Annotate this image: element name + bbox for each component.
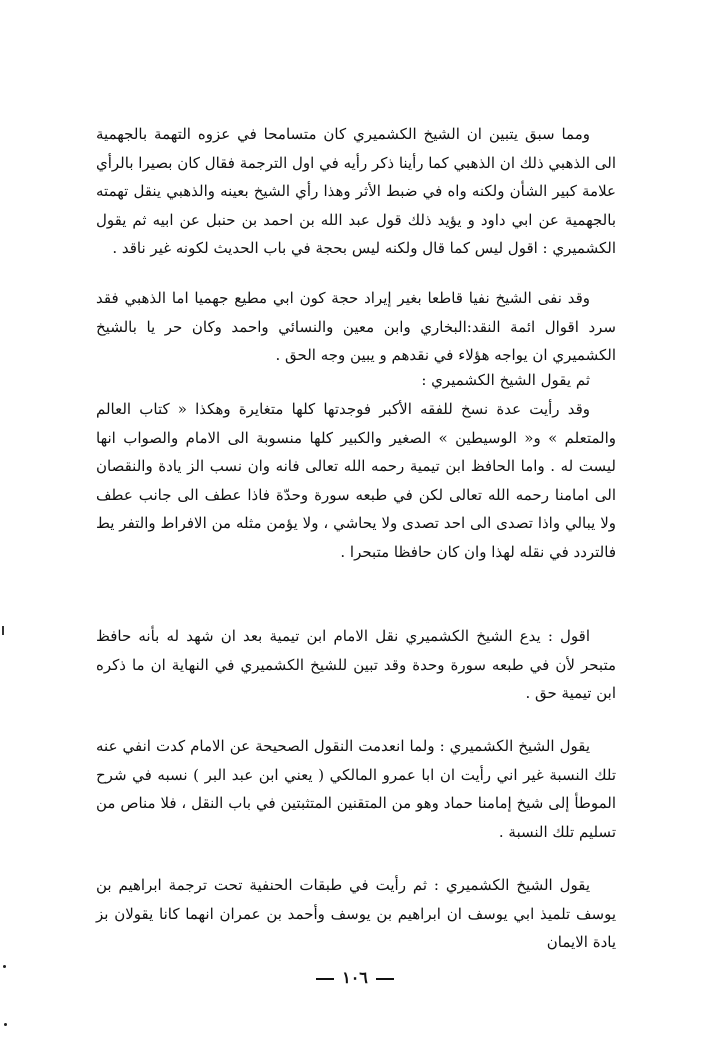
paragraph-1: ومما سبق يتبين ان الشيخ الكشميري كان متسامحا في عزوه التهمة بالجهمية الى الذهبي ذلك ان الذهبي كما رأينا ذكر رأيه في اول الترجمة فقال كان بصيرا بالرأي علامة كبير الشأن ولكنه واه في ضبط الأثر وهذا رأي الشيخ بعينه والذهبي ينقل تهمته بالجهمية عن ابي داود و يؤيد ذلك قول عبد الله بن احمد بن حنبل عن ابيه ثم يقول الكشميري : اقول ليس كما قال ولكنه ليس بحجة في باب الحديث لكونه غير ناقد . (96, 125, 616, 257)
paragraph-2: وقد نفى الشيخ نفيا قاطعا بغير إيراد حجة كون ابي مطيع جهميا اما الذهبي فقد سرد اقوال ائمة النقد:البخاري وابن معين والنسائي واحمد وكان حر يا بالشيخ الكشميري ان يواجه هؤلاء في نقدهم و يبين وجه الحق . (96, 289, 616, 364)
footer-dash-left (376, 978, 394, 980)
scan-speck (4, 1023, 7, 1026)
paragraph-3: اقول : يدع الشيخ الكشميري نقل الامام ابن تيمية بعد ان شهد له بأنه حافظ متبحر لأن في طبعه سورة وحدة وقد تبين للشيخ الكشميري في النهاية ان ما ذكره ابن تيمية حق . (96, 627, 616, 702)
footer-dash-right (316, 978, 334, 980)
page-number-footer (305, 968, 405, 987)
scan-edge-mark (2, 626, 4, 635)
section-heading: ثم يقول الشيخ الكشميري : (421, 371, 590, 389)
paragraph-5: يقول الشيخ الكشميري : ثم رأيت في طبقات الحنفية تحت ترجمة ابراهيم بن يوسف تلميذ ابي يوسف ان ابراهيم بن يوسف وأحمد بن عمران انهما كانا يقولان بز يادة الايمان (96, 876, 616, 951)
page-number: ١٠٦ (342, 968, 368, 987)
paragraph-4: يقول الشيخ الكشميري : ولما انعدمت النقول الصحيحة عن الامام كدت انفي عنه تلك النسبة غير اني رأيت ان ابا عمرو المالكي ( يعني ابن عبد البر ) نسبه في شرح الموطأ إلى شيخ إمامنا حماد وهو من المتقنين المتثبتين في باب النقل ، فلا مناص من تسليم تلك النسبة . (96, 737, 616, 841)
quote-paragraph: وقد رأيت عدة نسخ للفقه الأكبر فوجدتها كلها متغايرة وهكذا « كتاب العالم والمتعلم » و« الوسيطين » الصغير والكبير كلها منسوبة الى الامام والصواب انها ليست له . واما الحافظ ابن تيمية رحمه الله تعالى فانه وان نسب الز يادة والنقصان الى امامنا رحمه الله تعالى لكن في طبعه سورة وحدّة فاذا عطف الى جانب عطف ولا يبالي واذا تصدى الى احد تصدى ولا يحاشي ، ولا يؤمن مثله من الافراط والتفر يط فالتردد في نقله لهذا وان كان حافظا متبحرا . (96, 400, 616, 561)
scan-speck (3, 965, 6, 968)
